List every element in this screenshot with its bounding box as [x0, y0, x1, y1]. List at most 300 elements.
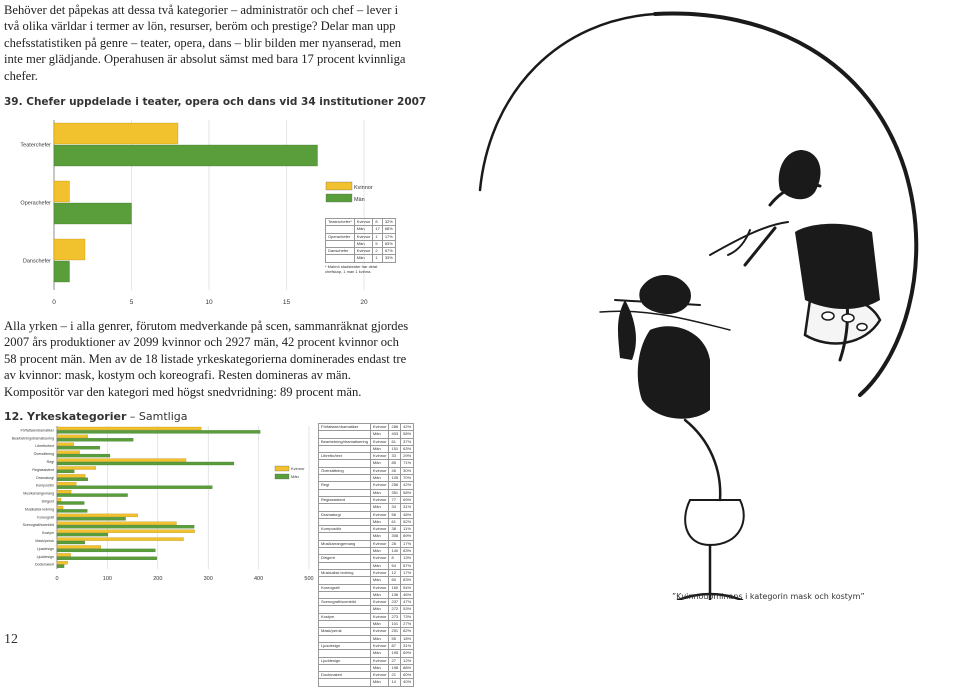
x-tick-label: 400: [254, 576, 264, 582]
legend-swatch-kvinnor: [275, 466, 289, 471]
table-cell: [326, 226, 355, 233]
table-cell: Män: [370, 518, 389, 525]
table-cell: [319, 518, 371, 525]
table-cell: 83%: [401, 577, 414, 584]
table-cell: 34: [389, 504, 401, 511]
table-cell: Dramaturgi: [319, 511, 371, 518]
bar-man-koreografi: [57, 517, 126, 520]
table-cell: [319, 591, 371, 598]
bar-kvinnor-ljuddesign: [57, 553, 71, 556]
table-row: [319, 540, 414, 547]
table-cell: 14: [389, 679, 401, 686]
table-cell: 85: [389, 460, 401, 467]
bar-kvinnor-libretto-text: [57, 443, 74, 446]
table-cell: 69%: [401, 650, 414, 657]
table-cell: Teaterchefer*: [326, 219, 355, 226]
category-label: Ljusdesign: [36, 546, 54, 551]
bar-man-danschefer: [54, 261, 70, 282]
table-cell: 136: [389, 591, 401, 598]
category-label: Operachefer: [20, 200, 51, 207]
table-row: [319, 606, 414, 613]
table-cell: 71%: [401, 460, 414, 467]
table-cell: 47%: [401, 599, 414, 606]
chart-39-title: 39. Chefer uppdelade i teater, opera och dans vid 34 institutioner 2007: [4, 96, 427, 108]
table-cell: 40%: [401, 679, 414, 686]
table-cell: 45: [389, 467, 401, 474]
table-cell: 17: [373, 226, 382, 233]
table-row: [319, 424, 414, 431]
table-cell: [319, 577, 371, 584]
table-cell: [319, 460, 371, 467]
bar-man-ljuddesign: [57, 557, 157, 560]
bar-kvinnor-dockmakeri: [57, 561, 68, 564]
bar-man-scenografi-scenbild: [57, 525, 194, 528]
table-row: [319, 569, 414, 576]
table-cell: 77: [389, 496, 401, 503]
table-cell: 198: [389, 664, 401, 671]
table-cell: Ljuddesign: [319, 657, 371, 664]
table-row: [319, 650, 414, 657]
bar-man-teaterchefer: [54, 145, 318, 166]
table-cell: Kostym: [319, 613, 371, 620]
bar-man-libretto-text: [57, 446, 100, 449]
category-label: Dramaturgi: [36, 475, 54, 480]
table-cell: Män: [370, 489, 389, 496]
table-cell: 52%: [401, 518, 414, 525]
table-cell: Män: [370, 679, 389, 686]
reflection-body: [795, 224, 880, 309]
table-cell: Danschefer: [326, 248, 355, 255]
table-cell: 273: [389, 613, 401, 620]
x-tick-label: 300: [203, 576, 213, 582]
x-tick-label: 0: [52, 299, 56, 306]
table-cell: 251: [389, 628, 401, 635]
chart-12-number: 12.: [4, 410, 24, 423]
table-cell: Män: [354, 240, 373, 247]
table-cell: [326, 240, 355, 247]
table-cell: Kvinnor: [354, 233, 373, 240]
profession-chart: [0, 424, 318, 584]
table-cell: Män: [370, 533, 389, 540]
category-label: Ljuddesign: [36, 554, 54, 559]
bar-kvinnor-regi: [57, 459, 186, 462]
table-row: [319, 445, 414, 452]
profession-table-box: [318, 423, 414, 687]
table-cell: Bearbetning/dramatisering: [319, 438, 371, 445]
chart-12-title-rest: – Samtliga: [126, 410, 188, 423]
table-cell: 195: [389, 650, 401, 657]
table-row: [319, 453, 414, 460]
table-row: [319, 467, 414, 474]
table-cell: Män: [370, 445, 389, 452]
table-cell: 33: [389, 453, 401, 460]
table-cell: 87: [389, 642, 401, 649]
table-cell: 8: [389, 555, 401, 562]
table-row: [319, 533, 414, 540]
table-cell: Män: [370, 591, 389, 598]
x-tick-label: 15: [282, 299, 291, 306]
table-cell: 46%: [401, 591, 414, 598]
table-row: [319, 475, 414, 482]
category-label: Koreografi: [37, 515, 54, 520]
table-cell: Män: [354, 226, 373, 233]
table-row: [319, 431, 414, 438]
table-cell: [319, 548, 371, 555]
table-cell: 17%: [401, 569, 414, 576]
table-cell: 70%: [401, 475, 414, 482]
bar-kvinnor-oversattning: [57, 451, 80, 454]
table-row: [319, 438, 414, 445]
bar-kvinnor-mask-peruk: [57, 538, 184, 541]
table-cell: 60%: [401, 672, 414, 679]
table-cell: 55: [389, 635, 401, 642]
table-cell: Kvinnor: [354, 248, 373, 255]
table-row: [319, 672, 414, 679]
table-cell: 89%: [401, 533, 414, 540]
table-cell: 160: [389, 584, 401, 591]
legend-label-man: Män: [291, 474, 299, 479]
table-cell: Kvinnor: [370, 657, 389, 664]
table-cell: Kvinnor: [370, 540, 389, 547]
table-cell: 33%: [382, 255, 395, 262]
table-cell: 27%: [401, 621, 414, 628]
table-cell: Män: [370, 606, 389, 613]
table-cell: Regiassistent: [319, 496, 371, 503]
category-label: Danschefer: [22, 258, 51, 265]
table-row: [319, 504, 414, 511]
table-cell: [319, 679, 371, 686]
bar-kvinnor-regiassistent: [57, 467, 96, 470]
x-tick-label: 500: [304, 576, 314, 582]
table-cell: 13%: [401, 555, 414, 562]
table-cell: [319, 650, 371, 657]
category-label: Kompositör: [35, 483, 54, 488]
table-cell: Musikalisk ledning: [319, 569, 371, 576]
table-cell: Mask/peruk: [319, 628, 371, 635]
table-cell: 286: [389, 424, 401, 431]
bar-kvinnor-teaterchefer: [54, 123, 178, 144]
bar-kvinnor-kostym: [57, 530, 195, 533]
legend-swatch-man: [275, 474, 289, 479]
bar-kvinnor-dramaturgi: [57, 474, 85, 477]
table-cell: 5: [373, 240, 382, 247]
table-row: [326, 248, 396, 255]
bar-kvinnor-kompositor: [57, 482, 76, 485]
table-cell: 8: [373, 219, 382, 226]
table-cell: 88%: [401, 664, 414, 671]
table-cell: Översättning: [319, 467, 371, 474]
table-row: [319, 555, 414, 562]
bar-man-musikalisk-ledning: [57, 509, 87, 512]
table-cell: 101: [389, 621, 401, 628]
table-cell: 58%: [401, 489, 414, 496]
table-cell: 53%: [401, 606, 414, 613]
bar-kvinnor-bearbetning-dramatisering: [57, 435, 88, 438]
table-cell: 54: [389, 562, 401, 569]
chef-table-box: [325, 218, 396, 274]
table-cell: Män: [370, 431, 389, 438]
table-cell: Kompositör: [319, 526, 371, 533]
table-row: [319, 562, 414, 569]
table-cell: [319, 475, 371, 482]
table-cell: 237: [389, 599, 401, 606]
table-cell: Män: [370, 664, 389, 671]
category-label: Musikalisk ledning: [24, 507, 54, 512]
bar-kvinnor-musikalisk-ledning: [57, 506, 63, 509]
category-label: Översättning: [33, 452, 54, 457]
table-cell: Kvinnor: [370, 424, 389, 431]
table-cell: [319, 621, 371, 628]
bar-man-regi: [57, 462, 234, 465]
table-cell: Författare/dramatiker: [319, 424, 371, 431]
chef-table-note: * Malmö stadsteater har delat chefskap, 1 man 1 kvinna.: [325, 263, 378, 274]
table-cell: 140: [389, 548, 401, 555]
table-cell: 2: [373, 248, 382, 255]
bar-man-operachefer: [54, 203, 132, 224]
bar-man-mask-peruk: [57, 541, 85, 544]
table-cell: 272: [389, 606, 401, 613]
table-cell: [319, 664, 371, 671]
category-label: Kostym: [42, 531, 54, 536]
table-cell: 11%: [401, 526, 414, 533]
table-cell: 21: [389, 672, 401, 679]
table-cell: Kvinnor: [370, 672, 389, 679]
table-cell: 38: [389, 526, 401, 533]
chef-table: [325, 218, 396, 263]
table-cell: 54%: [401, 584, 414, 591]
illustration-caption: ”Kvinnodominans i kategorin mask och kostym”: [672, 592, 865, 601]
table-cell: 61: [389, 518, 401, 525]
category-label: Regiassistent: [32, 467, 54, 472]
chart-12-title: [4, 410, 187, 423]
x-tick-label: 100: [102, 576, 112, 582]
table-cell: 37%: [401, 438, 414, 445]
bar-kvinnor-ljusdesign: [57, 546, 101, 549]
table-cell: 403: [389, 431, 401, 438]
table-cell: 83%: [382, 240, 395, 247]
table-row: [319, 599, 414, 606]
table-row: [319, 621, 414, 628]
table-cell: 82%: [401, 628, 414, 635]
figure-head: [639, 275, 691, 314]
bar-kvinnor-forfattare-dramatiker: [57, 427, 201, 430]
table-cell: Dockmakeri: [319, 672, 371, 679]
table-cell: [326, 255, 355, 262]
bar-man-dramaturgi: [57, 478, 88, 481]
table-cell: 308: [389, 533, 401, 540]
table-cell: Män: [370, 460, 389, 467]
table-cell: 48%: [401, 511, 414, 518]
table-cell: Dirigent: [319, 555, 371, 562]
bar-man-ljusdesign: [57, 549, 155, 552]
table-cell: Män: [370, 475, 389, 482]
table-cell: [319, 489, 371, 496]
table-cell: Kvinnor: [370, 453, 389, 460]
table-cell: Ljusdesign: [319, 642, 371, 649]
table-row: [319, 679, 414, 686]
table-cell: 105: [389, 475, 401, 482]
table-cell: Libretto/text: [319, 453, 371, 460]
table-cell: 27: [389, 657, 401, 664]
table-row: [326, 255, 396, 262]
bar-kvinnor-scenografi-scenbild: [57, 522, 176, 525]
table-cell: Operachefer: [326, 233, 355, 240]
table-cell: Regi: [319, 482, 371, 489]
bar-man-forfattare-dramatiker: [57, 430, 260, 433]
legend-label-man: Män: [354, 197, 365, 203]
table-row: [319, 635, 414, 642]
table-cell: 42%: [401, 482, 414, 489]
table-cell: 32%: [382, 219, 395, 226]
x-tick-label: 10: [205, 299, 213, 306]
table-cell: [319, 445, 371, 452]
table-row: [319, 591, 414, 598]
table-cell: 28: [389, 540, 401, 547]
table-cell: 87%: [401, 562, 414, 569]
bar-kvinnor-danschefer: [54, 239, 85, 260]
table-cell: 12%: [401, 657, 414, 664]
table-row: [319, 496, 414, 503]
table-row: [319, 526, 414, 533]
mirror-frame-left: [480, 14, 655, 190]
table-cell: 351: [389, 489, 401, 496]
table-cell: 256: [389, 482, 401, 489]
x-tick-label: 5: [129, 299, 134, 306]
table-cell: 60: [389, 577, 401, 584]
table-cell: Kvinnor: [370, 642, 389, 649]
category-label: Musikarrangemang: [23, 491, 54, 496]
table-cell: 61: [389, 438, 401, 445]
bar-man-bearbetning-dramatisering: [57, 438, 133, 441]
category-label: Libretto/text: [35, 444, 54, 449]
ink-illustration: [410, 0, 960, 600]
table-cell: 18%: [401, 635, 414, 642]
table-row: [319, 577, 414, 584]
table-cell: Kvinnor: [370, 526, 389, 533]
profession-table: [318, 423, 414, 687]
bar-man-dockmakeri: [57, 565, 64, 568]
table-row: [319, 489, 414, 496]
category-label: Dirigent: [41, 499, 54, 504]
table-cell: Kvinnor: [370, 496, 389, 503]
table-cell: Kvinnor: [370, 555, 389, 562]
table-cell: 1: [373, 233, 382, 240]
table-cell: Män: [370, 562, 389, 569]
table-row: [319, 642, 414, 649]
bar-man-kompositor: [57, 486, 212, 489]
table-cell: 12: [389, 569, 401, 576]
table-cell: 68%: [382, 226, 395, 233]
figure-body: [638, 326, 710, 418]
chef-chart: [0, 114, 400, 310]
category-label: Regi: [46, 460, 54, 464]
table-row: [319, 511, 414, 518]
table-cell: Musikarrangemang: [319, 540, 371, 547]
table-cell: Kvinnor: [370, 628, 389, 635]
table-cell: 42%: [401, 424, 414, 431]
table-cell: 63%: [401, 445, 414, 452]
table-row: [326, 233, 396, 240]
table-cell: Kvinnor: [354, 219, 373, 226]
table-cell: 151: [389, 445, 401, 452]
table-row: [319, 584, 414, 591]
table-cell: Kvinnor: [370, 584, 389, 591]
table-cell: Kvinnor: [370, 482, 389, 489]
table-cell: 1: [373, 255, 382, 262]
bar-man-kostym: [57, 533, 108, 536]
table-cell: Män: [370, 650, 389, 657]
table-cell: 31%: [401, 642, 414, 649]
table-cell: 83%: [401, 548, 414, 555]
table-cell: 30%: [401, 467, 414, 474]
table-cell: 31%: [401, 504, 414, 511]
x-tick-label: 200: [153, 576, 163, 582]
table-cell: Kvinnor: [370, 613, 389, 620]
legend-label-kvinnor: Kvinnor: [291, 466, 305, 471]
legend-label-kvinnor: Kvinnor: [354, 185, 373, 191]
category-label: Scenografi/scenbild: [22, 523, 54, 528]
table-row: [326, 226, 396, 233]
table-row: [319, 518, 414, 525]
x-tick-label: 20: [360, 299, 368, 306]
bar-kvinnor-koreografi: [57, 514, 138, 517]
category-label: Teaterchefer: [20, 142, 51, 149]
table-row: [326, 219, 396, 226]
table-row: [319, 613, 414, 620]
table-cell: Kvinnor: [370, 467, 389, 474]
table-cell: Kvinnor: [370, 511, 389, 518]
x-tick-label: 0: [55, 576, 59, 582]
table-cell: Män: [370, 635, 389, 642]
table-cell: 69%: [401, 496, 414, 503]
category-label: Författare/dramatiker: [20, 428, 54, 433]
category-label: Bearbetning/dramatisering: [11, 436, 54, 441]
table-cell: 29%: [401, 453, 414, 460]
table-cell: [319, 533, 371, 540]
table-row: [319, 460, 414, 467]
table-row: [319, 664, 414, 671]
table-cell: Koreografi: [319, 584, 371, 591]
page-number: 12: [4, 632, 18, 647]
legend-swatch-kvinnor: [326, 182, 352, 190]
chart-12-title-bold: Yrkeskategorier: [27, 410, 127, 423]
table-cell: Scenografi/scenbild: [319, 599, 371, 606]
bar-man-regiassistent: [57, 470, 74, 473]
bar-man-dirigent: [57, 502, 84, 505]
table-cell: Män: [370, 577, 389, 584]
professions-paragraph: Alla yrken – i alla genrer, förutom medverkande på scen, sammanräknat gjordes 2007 års produktioner av 2099 kvinnor och 2927 män, 42 procent kvinnor och 58 procent män. Men av de 18 listade yrkeskategorierna dominerades endast tre av kvinnor: mask, kostym och koreografi. Resten domineras av män. Kompositör var den kategori med högst snedvridning: 89 procent män.: [4, 319, 409, 399]
table-row: [319, 482, 414, 489]
category-label: Dockmakeri: [35, 562, 54, 567]
table-cell: 58%: [401, 431, 414, 438]
table-cell: [319, 431, 371, 438]
table-cell: 17%: [401, 540, 414, 547]
bar-man-musikarrangemang: [57, 494, 128, 497]
reflection-head: [779, 150, 821, 199]
intro-paragraph: Behöver det påpekas att dessa två kategorier – administratör och chef – lever i två olika världar i termer av lön, resurser, beröm och prestige? Delar man upp chefsstatistiken på genre – teater, opera, dans – blir bilden mer nyanserad, men inte mer glädjande. Operahusen är absolut sämst med bara 17 procent kvinnliga chefer.: [4, 3, 406, 83]
table-cell: Män: [354, 255, 373, 262]
bar-man-oversattning: [57, 454, 110, 457]
table-cell: Män: [370, 504, 389, 511]
table-row: [326, 240, 396, 247]
table-cell: Män: [370, 621, 389, 628]
legend-swatch-man: [326, 194, 352, 202]
table-cell: [319, 635, 371, 642]
bar-kvinnor-operachefer: [54, 181, 70, 202]
table-row: [319, 628, 414, 635]
bar-kvinnor-musikarrangemang: [57, 490, 71, 493]
table-cell: 56: [389, 511, 401, 518]
